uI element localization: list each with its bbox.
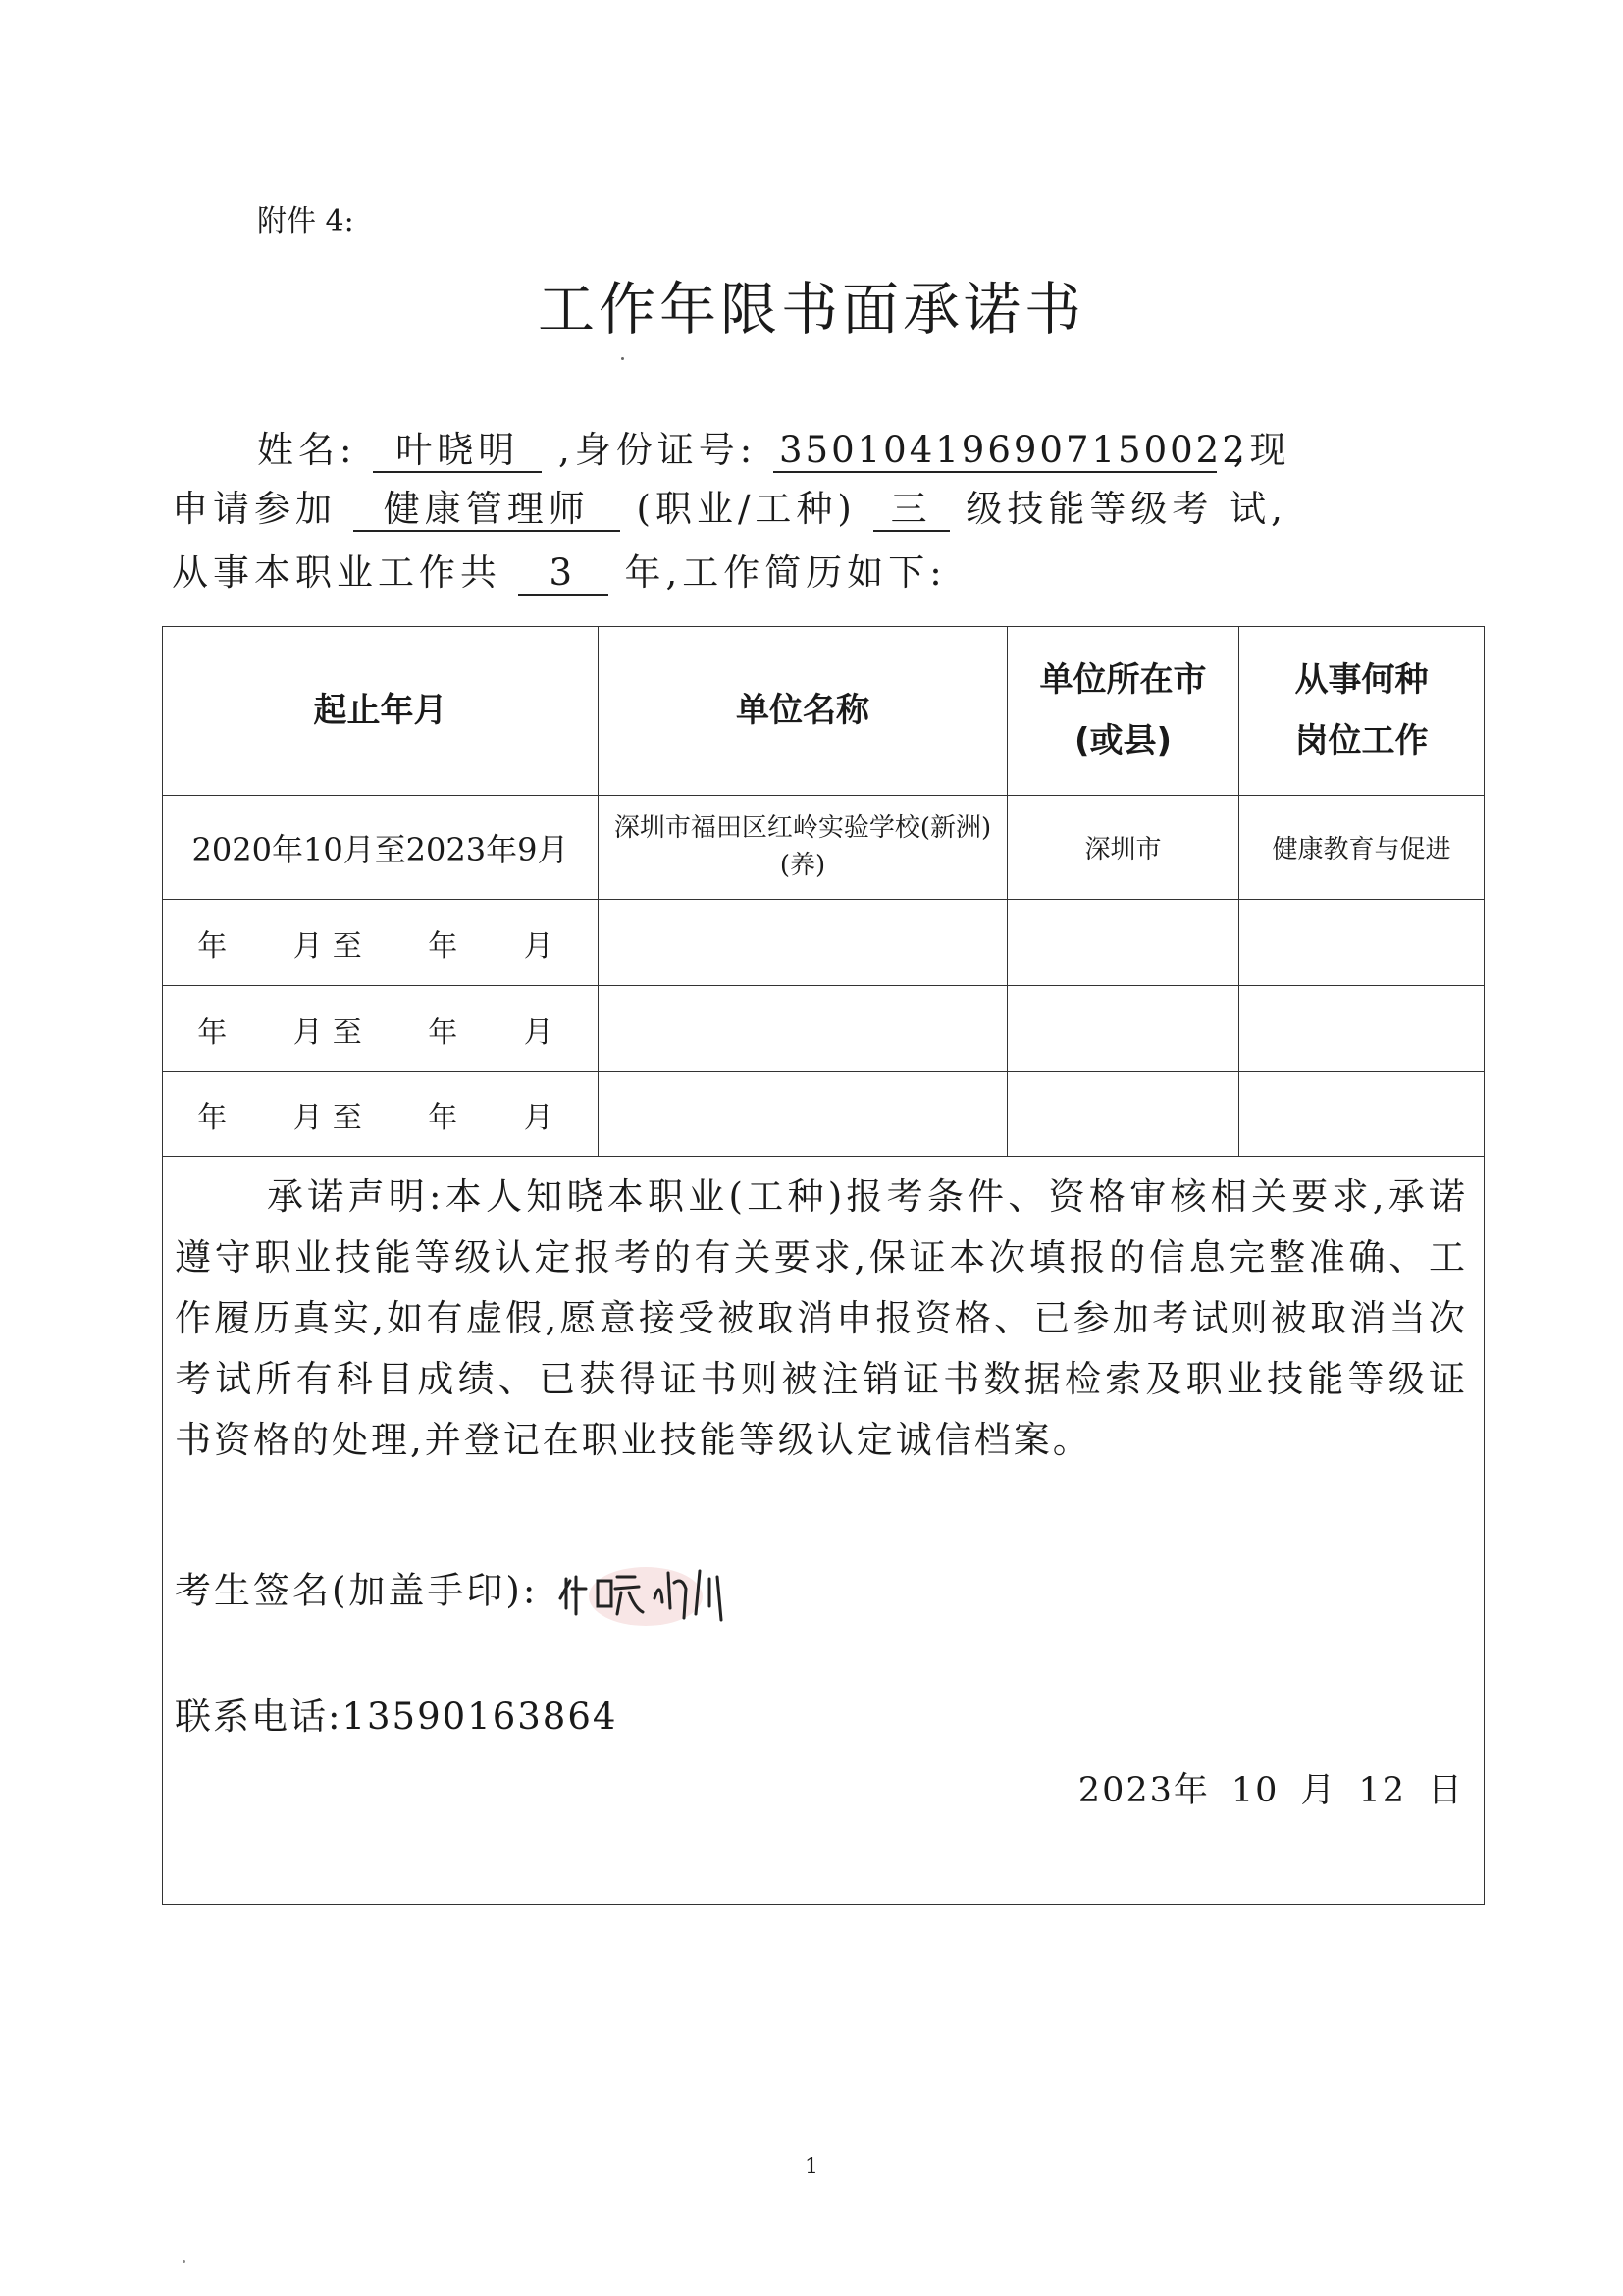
row-city[interactable]: 深圳市 bbox=[1008, 796, 1239, 900]
years-prefix: 从事本职业工作共 bbox=[172, 551, 501, 594]
id-label: ,身份证号: bbox=[558, 429, 758, 471]
date-month-label: 月 bbox=[1300, 1771, 1337, 1810]
row-post[interactable] bbox=[1239, 986, 1485, 1072]
phone-line bbox=[175, 1687, 617, 1740]
row-post[interactable] bbox=[1239, 900, 1485, 986]
statement-row bbox=[163, 1157, 1485, 1905]
phone-number[interactable]: 13590163864 bbox=[341, 1696, 618, 1738]
table-row bbox=[163, 986, 1485, 1072]
row-period[interactable]: 年 月至 年 月 bbox=[163, 900, 599, 986]
header-city-line1: 单位所在市 bbox=[1039, 660, 1207, 701]
signature-label: 考生签名(加盖手印): bbox=[175, 1569, 539, 1612]
row-post[interactable] bbox=[1239, 1072, 1485, 1157]
sign-date bbox=[1078, 1763, 1464, 1812]
scan-speck bbox=[183, 2260, 185, 2263]
id-number-field[interactable]: 350104196907150022 bbox=[773, 431, 1217, 473]
date-year[interactable]: 2023年 bbox=[1077, 1771, 1210, 1810]
header-city-line2: (或县) bbox=[1073, 720, 1173, 760]
row-period[interactable]: 年 月至 年 月 bbox=[163, 1072, 599, 1157]
scan-speck bbox=[621, 357, 624, 360]
signature-line bbox=[175, 1559, 739, 1628]
header-city bbox=[1008, 627, 1239, 796]
id-suffix: ,现 bbox=[1232, 429, 1291, 471]
row-city[interactable] bbox=[1008, 1072, 1239, 1157]
level-suffix: 级技能等级考 试, bbox=[966, 488, 1287, 530]
page-number: 1 bbox=[805, 2155, 818, 2179]
row-period[interactable]: 2020年10月至2023年9月 bbox=[163, 796, 599, 900]
row-unit[interactable] bbox=[599, 1072, 1008, 1157]
occupation-field[interactable]: 健康管理师 bbox=[353, 490, 620, 532]
occupation-note: (职业/工种) bbox=[636, 488, 857, 530]
years-suffix: 年,工作简历如下: bbox=[624, 551, 947, 594]
name-field[interactable]: 叶晓明 bbox=[373, 431, 542, 473]
row-post[interactable]: 健康教育与促进 bbox=[1239, 796, 1485, 900]
name-label: 姓名: bbox=[257, 429, 357, 471]
date-month[interactable]: 10 bbox=[1230, 1771, 1280, 1810]
row-city[interactable] bbox=[1008, 900, 1239, 986]
date-day-label: 日 bbox=[1427, 1771, 1464, 1810]
table-row bbox=[163, 900, 1485, 986]
level-field[interactable]: 三 bbox=[873, 490, 950, 532]
header-post-line2: 岗位工作 bbox=[1294, 720, 1429, 760]
header-post-line1: 从事何种 bbox=[1294, 660, 1429, 701]
commitment-statement: 承诺声明:本人知晓本职业(工种)报考条件、资格审核相关要求,承诺遵守职业技能等级认定报考的有关要求,保证本次填报的信息完整准确、工作履历真实,如有虚假,愿意接受被取消申报资格、已参加考试则被取消当次考试所有科目成绩、已获得证书则被注销证书数据检索及职业技能等级证书资格的处理,并登记在职业技能等级认定诚信档案。 bbox=[175, 1175, 1468, 1461]
row-city[interactable] bbox=[1008, 986, 1239, 1072]
years-field[interactable]: 3 bbox=[518, 553, 608, 596]
row-unit[interactable] bbox=[599, 900, 1008, 986]
document-title: 工作年限书面承诺书 bbox=[537, 276, 1085, 342]
table-row bbox=[163, 1072, 1485, 1157]
date-day[interactable]: 12 bbox=[1358, 1771, 1406, 1810]
header-post bbox=[1239, 627, 1485, 796]
applicant-line-1 bbox=[257, 420, 1291, 473]
work-history-table bbox=[162, 626, 1485, 1905]
table-row bbox=[163, 796, 1485, 900]
handwritten-signature[interactable] bbox=[552, 1559, 739, 1628]
phone-label: 联系电话: bbox=[175, 1696, 342, 1738]
applicant-line-2 bbox=[172, 479, 1287, 532]
header-period: 起止年月 bbox=[163, 627, 599, 796]
row-period[interactable]: 年 月至 年 月 bbox=[163, 986, 599, 1072]
applicant-line-3 bbox=[172, 543, 947, 596]
row-unit[interactable] bbox=[599, 986, 1008, 1072]
header-unit: 单位名称 bbox=[599, 627, 1008, 796]
statement-cell bbox=[163, 1157, 1485, 1905]
apply-label: 申请参加 bbox=[172, 488, 337, 530]
table-header-row bbox=[163, 627, 1485, 796]
row-unit[interactable]: 深圳市福田区红岭实验学校(新洲)(养) bbox=[599, 796, 1008, 900]
signature-scribble bbox=[552, 1559, 739, 1628]
attachment-label: 附件 4: bbox=[257, 204, 354, 238]
